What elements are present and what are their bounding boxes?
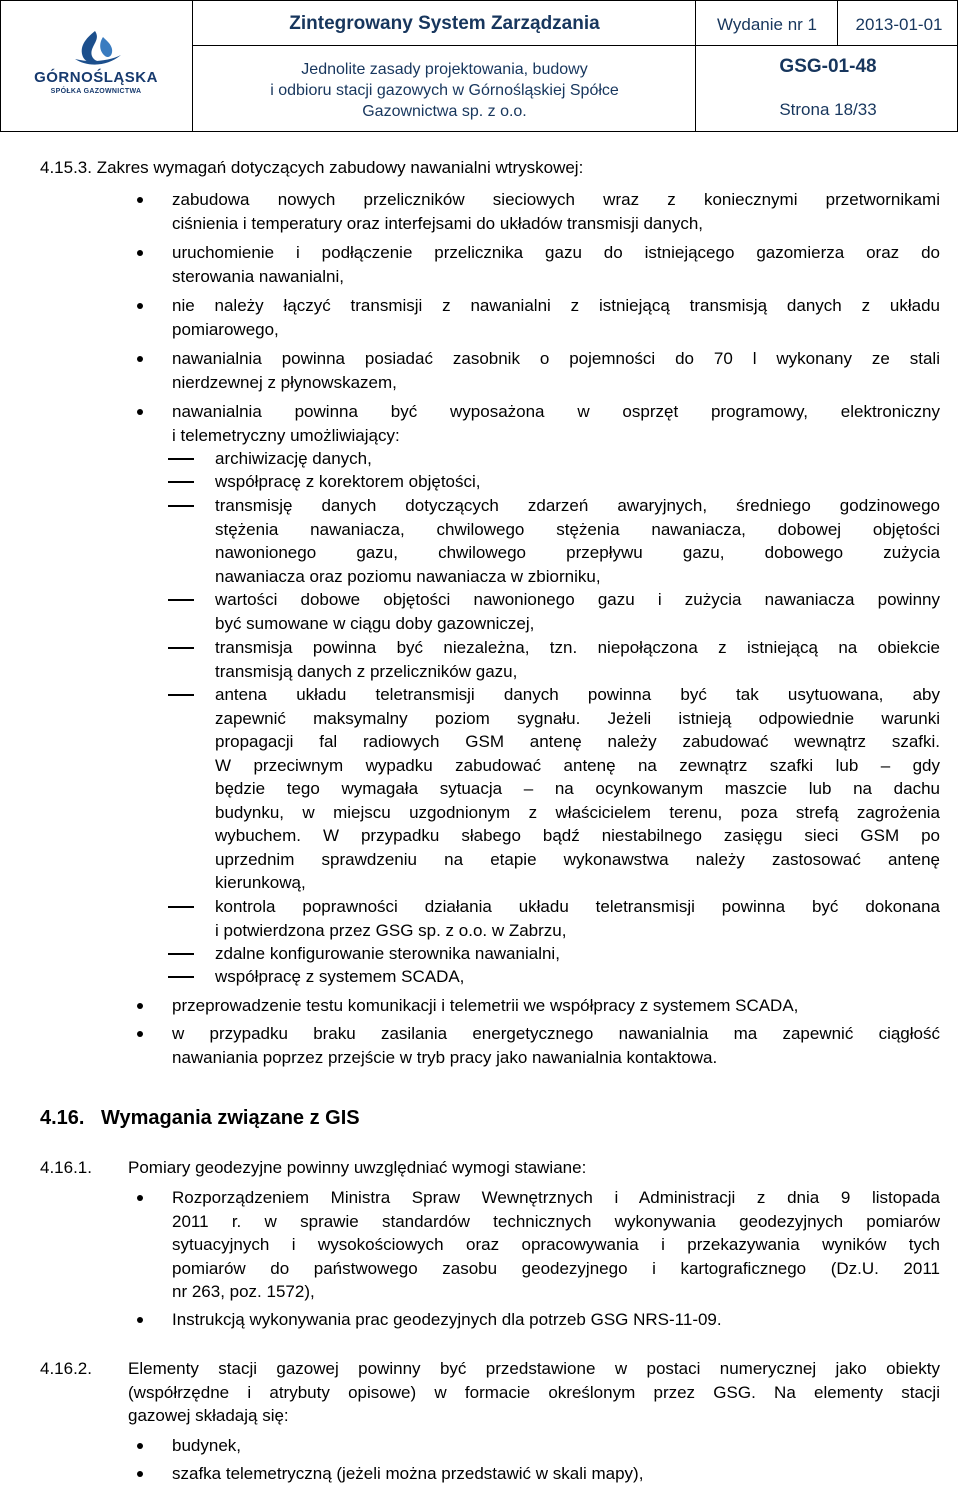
page-number: Strona 18/33 [779,100,877,119]
document-title: Jednolite zasady projektowania, budowy i odbioru stacji gazowych w Górnośląskiej Spółce Gazownictwa sp. z o.o. [270,61,619,120]
section-4-16-1-number: 4.16.1. [40,1158,92,1177]
list-item-line: współpracę z korektorem objętości, [215,472,481,491]
edition-label: Wydanie nr 1 [716,15,817,34]
list-item-line: kierunkową, [215,873,306,892]
list-item-line: Elementy stacji gazowej powinny być przedstawione w postaci numerycznej jako obiekty [128,1359,940,1378]
list-item-line: przeprowadzenie testu komunikacji i telemetrii we współpracy z systemem SCADA, [172,996,799,1015]
dash-icon [168,647,194,649]
bullet-icon [137,409,143,415]
dash-icon [168,694,194,696]
bullet-icon [137,1003,143,1009]
section-4-16-2-number: 4.16.2. [40,1359,92,1378]
list-item-line: w przypadku braku zasilania energetycznego nawanialnia ma zapewnić ciągłość [172,1024,940,1043]
bullet-icon [137,1443,143,1449]
list-item-line: nawaniacza oraz poziomu nawaniacza w zbiorniku, [215,566,601,586]
flame-logo-icon [65,29,127,67]
bullet-icon [137,197,143,203]
list-item-line: zdalne konfigurowanie sterownika nawanialni, [215,944,560,963]
list-item-line: szafka telemetryczną (jeżeli można przedstawić w skali mapy), [172,1464,644,1483]
list-item-line: Rozporządzeniem Ministra Spraw Wewnętrznych i Administracji z dnia 9 listopada [172,1188,940,1207]
list-item-line: wybuchem. W przypadku słabego bądź niestabilnego zasięgu sieci GSM po [215,826,940,845]
section-4-16-1-text: Pomiary geodezyjne powinny uwzględniać wymogi stawiane: [128,1158,587,1177]
list-item-line: (współrzędne i atrybuty opisowe) w formacie określonym przez GSG. Na elementy stacji [128,1382,940,1402]
list-item-line: archiwizację danych, [215,449,372,468]
logo-brand-text: GÓRNOŚLĄSKA [34,69,158,86]
list-item-line: wartości dobowe objętości nawonionego gazu i zużycia nawaniacza powinny [215,590,940,609]
list-item-line: i telemetryczny umożliwiający: [172,425,400,445]
list-item-line: uruchomienie i podłączenie przelicznika gazu do istniejącego gazomierza oraz do [172,243,940,262]
list-item-line: nawanialnia powinna posiadać zasobnik o pojemności do 70 l wykonany ze stali [172,349,940,368]
list-item-line: będzie tego wymagała sytuacja – na ocynkowanym maszcie lub na dachu [215,779,940,798]
list-item-line: nawonionego gazu, chwilowego przepływu gazu, dobowego zużycia [215,543,940,562]
dash-icon [168,599,194,601]
bullet-icon [137,1317,143,1323]
list-item-line: i potwierdzona przez GSG sp. z o.o. w Zabrzu, [215,920,567,940]
list-item-line: sterowania nawanialni, [172,266,344,286]
company-logo [11,29,181,105]
list-item-line: nierdzewnej z płynowskazem, [172,372,397,392]
list-item-line: ciśnienia i temperatury oraz interfejsami do układów transmisji danych, [172,213,704,233]
list-item-line: kontrola poprawności działania układu teletransmisji powinna być dokonana [215,897,940,916]
bullet-icon [137,303,143,309]
dash-icon [168,458,194,460]
list-item-line: nie należy łączyć transmisji z nawanialni z istniejącą transmisją danych z układu [172,296,940,315]
list-item-line: propagacji fal radiowych GSM antenę należy zabudować wewnątrz szafki. [215,732,940,751]
system-title: Zintegrowany System Zarządzania [289,13,600,34]
dash-icon [168,906,194,908]
list-item-line: zabudowa nowych przeliczników sieciowych wraz z koniecznymi przetwornikami [172,190,940,209]
list-item-line: pomiarów do państwowego zasobu geodezyjnego i kartograficznego (Dz.U. 2011 [172,1258,940,1278]
list-item-line: antena układu teletransmisji danych powinna być tak usytuowana, aby [215,685,940,704]
bullet-icon [137,1195,143,1201]
list-item-line: być sumowane w ciągu doby gazowniczej, [215,613,535,633]
list-item-line: współpracę z systemem SCADA, [215,967,465,986]
document-header [0,0,958,132]
list-item-line: transmisję danych dotyczących zdarzeń awaryjnych, średniego godzinowego [215,496,940,515]
list-item-line: pomiarowego, [172,319,279,339]
dash-icon [168,976,194,978]
edition-date: 2013-01-01 [855,15,943,34]
list-item-line: budynek, [172,1436,241,1455]
dash-icon [168,505,194,507]
logo-brand-subtext: SPÓŁKA GAZOWNICTWA [50,88,142,95]
list-item-line: sytuacyjnych i wysokościowych oraz opracowywania i przekazywania wyników tych [172,1235,940,1254]
bullet-icon [137,1471,143,1477]
bullet-icon [137,250,143,256]
bullet-icon [137,356,143,362]
list-item-line: 2011 r. w sprawie standardów technicznych wykonywania geodezyjnych pomiarów [172,1211,940,1231]
list-item-line: nawaniania poprzez przejście w tryb pracy jako nawanialnia kontaktowa. [172,1047,718,1067]
list-item-line: nawanialnia powinna być wyposażona w osprzęt programowy, elektroniczny [172,402,940,421]
list-item-line: transmisją danych z przeliczników gazu, [215,661,518,681]
list-item-line: nr 263, poz. 1572), [172,1282,315,1301]
list-item-line: stężenia nawaniacza, chwilowego stężenia nawaniacza, dobowej objętości [215,519,940,539]
list-item-line: W przeciwnym wypadku zabudować antenę na zewnątrz szafki lub – gdy [215,755,940,775]
document-code: GSG-01-48 [779,56,877,77]
list-item-line: gazowej składają się: [128,1406,289,1425]
list-item-line: zapewnić maksymalny poziom sygnału. Jeżeli istnieją odpowiednie warunki [215,708,940,728]
list-item-line: transmisja powinna być niezależna, tzn. niepołączona z istniejącą na obiekcie [215,638,940,657]
section-4-16-title: Wymagania związane z GIS [101,1107,360,1129]
list-item-line: Instrukcją wykonywania prac geodezyjnych dla potrzeb GSG NRS-11-09. [172,1310,722,1329]
dash-icon [168,953,194,955]
list-item-line: uprzednim sprawdzeniu na etapie wykonawstwa należy zastosować antenę [215,849,940,869]
section-4-16-number: 4.16. [40,1107,85,1129]
dash-icon [168,481,194,483]
section-4-15-3-heading: 4.15.3. Zakres wymagań dotyczących zabudowy nawanialni wtryskowej: [40,158,584,177]
list-item-line: budynku, w miejscu uzgodnionym z właścicielem terenu, poza strefą zagrożenia [215,802,940,822]
bullet-icon [137,1031,143,1037]
